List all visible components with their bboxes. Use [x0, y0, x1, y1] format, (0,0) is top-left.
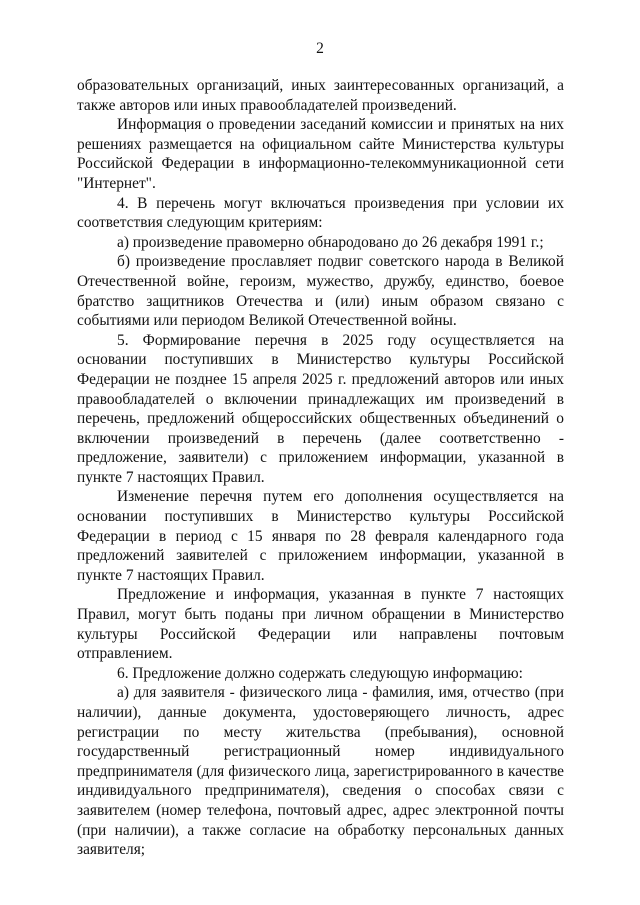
paragraph-continuation: образовательных организаций, иных заинтересованных организаций, а также авторов или иных правообладателей произведений. — [77, 77, 564, 114]
paragraph-item-4b: б) произведение прославляет подвиг советского народа в Великой Отечественной войне, героизм, мужество, дружбу, единство, боевое братство защитников Отечества и (или) иным образом связано с событиями или периодом Великой Отечественной войны. — [77, 253, 564, 330]
paragraph-item-4: 4. В перечень могут включаться произведения при условии их соответствия следующим критериям: — [77, 194, 564, 232]
paragraph-item-4a: а) произведение правомерно обнародовано до 26 декабря 1991 г.; — [117, 233, 544, 251]
paragraph-item-6a: а) для заявителя - физического лица - фамилия, имя, отчество (при наличии), данные документа, удостоверяющего личность, адрес регистрации по месту жительства (пребывания), основной государственный регистрационный номер индивидуального предпринимателя (для физического лица, зарегистрированного в качестве индивидуального предпринимателя), сведения о способах связи с заявителем (номер телефона, почтовый адрес, адрес электронной почты (при наличии), а также согласие на обработку персональных данных заявителя; — [77, 684, 564, 859]
paragraph-commission-info: Информация о проведении заседаний комиссии и принятых на них решениях размещается на официальном сайте Министерства культуры Российской Федерации в информационно-телекоммуникационной сети "Интернет". — [77, 116, 564, 192]
page-number: 2 — [316, 40, 324, 57]
paragraph-item-5: 5. Формирование перечня в 2025 году осуществляется на основании поступивших в Министерство культуры Российской Федерации не позднее 15 апреля 2025 г. предложений авторов или иных правообладателей о включении принадлежащих им произведений в перечень, предложений общероссийских общественных объединений о включении произведений в перечень (далее соответственно - предложение, заявители) с приложением информации, указанной в пункте 7 настоящих Правил. — [77, 331, 564, 486]
paragraph-item-6: 6. Предложение должно содержать следующую информацию: — [117, 664, 523, 682]
document-body — [77, 76, 564, 860]
paragraph-submission-method: Предложение и информация, указанная в пункте 7 настоящих Правил, могут быть поданы при личном обращении в Министерство культуры Российской Федерации или направлены почтовым отправлением. — [77, 586, 564, 663]
paragraph-list-amendment: Изменение перечня путем его дополнения осуществляется на основании поступивших в Министерство культуры Российской Федерации в период с 15 января по 28 февраля календарного года предложений заявителей с приложением информации, указанной в пункте 7 настоящих Правил. — [77, 488, 564, 584]
